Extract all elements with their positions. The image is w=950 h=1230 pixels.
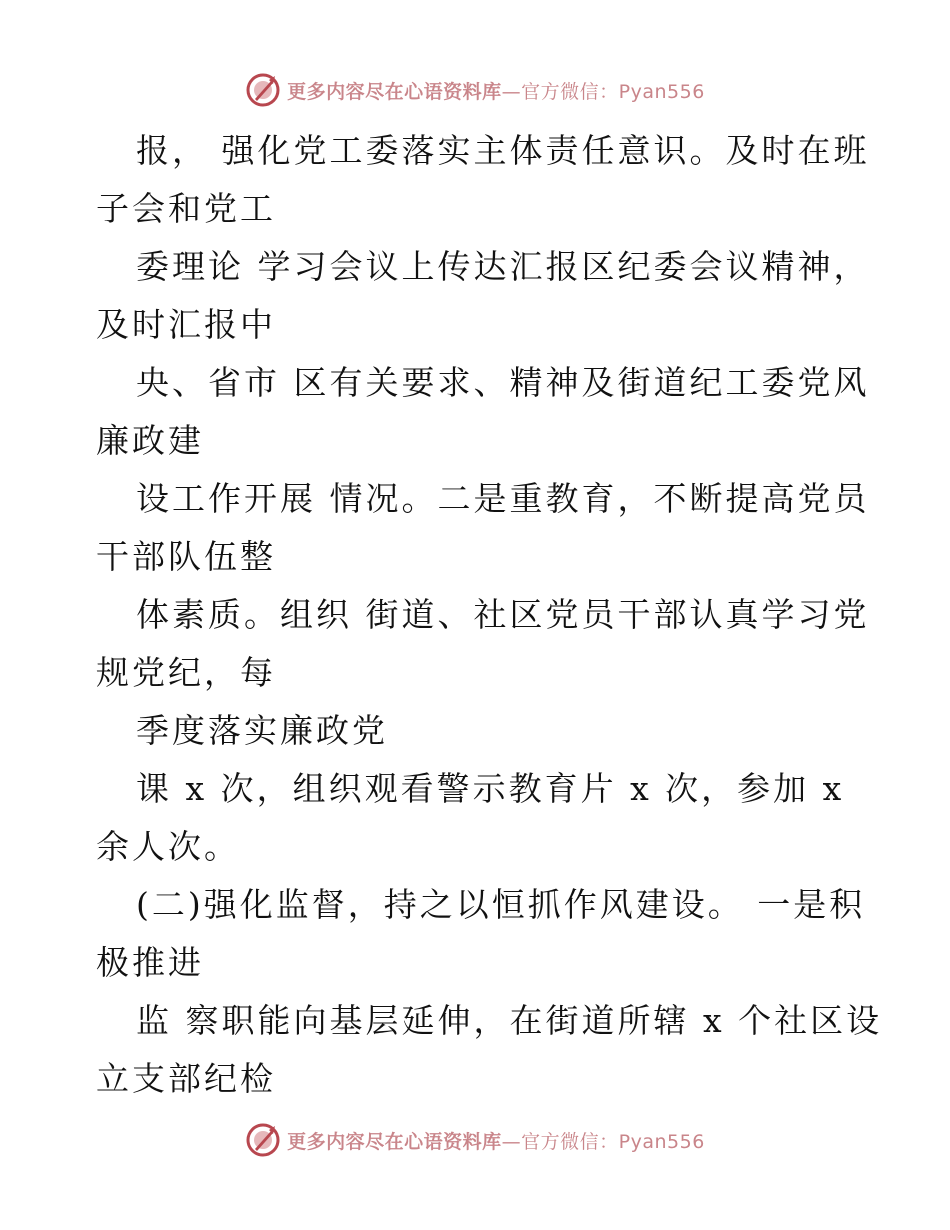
text-line: 报， 强化党工委落实主体责任意识。及时在班 xyxy=(136,131,870,170)
text-line: 干部队伍整 xyxy=(96,537,276,576)
text-line: 监 察职能向基层延伸，在街道所辖 x 个社区设 xyxy=(136,1001,883,1040)
text-line: 设工作开展 情况。二是重教育，不断提高党员 xyxy=(136,479,870,518)
watermark-text: 更多内容尽在心语资料库—官方微信：Pyan556 xyxy=(287,1130,705,1153)
header-watermark xyxy=(0,68,950,112)
text-line: 余人次。 xyxy=(96,827,240,866)
text-line: 廉政建 xyxy=(96,421,204,460)
text-line: 立支部纪检 xyxy=(96,1059,276,1098)
footer-watermark xyxy=(0,1118,950,1162)
quill-pen-seal-icon xyxy=(245,72,281,108)
text-line: 季度落实廉政党 xyxy=(136,711,388,750)
text-line: 规党纪，每 xyxy=(96,653,276,692)
text-line: 委理论 学习会议上传达汇报区纪委会议精神， xyxy=(136,247,870,286)
text-line: 央、省市 区有关要求、精神及街道纪工委党风 xyxy=(136,363,870,402)
text-line: 子会和党工 xyxy=(96,189,276,228)
watermark-text: 更多内容尽在心语资料库—官方微信：Pyan556 xyxy=(287,80,705,103)
text-line: 课 x 次，组织观看警示教育片 x 次，参加 x xyxy=(136,769,845,808)
quill-pen-seal-icon xyxy=(245,1122,281,1158)
text-line: (二)强化监督，持之以恒抓作风建设。 一是积 xyxy=(136,885,866,924)
document-body xyxy=(96,122,883,1108)
text-line: 体素质。组织 街道、社区党员干部认真学习党 xyxy=(136,595,870,634)
text-line: 及时汇报中 xyxy=(96,305,276,344)
text-line: 极推进 xyxy=(96,943,204,982)
